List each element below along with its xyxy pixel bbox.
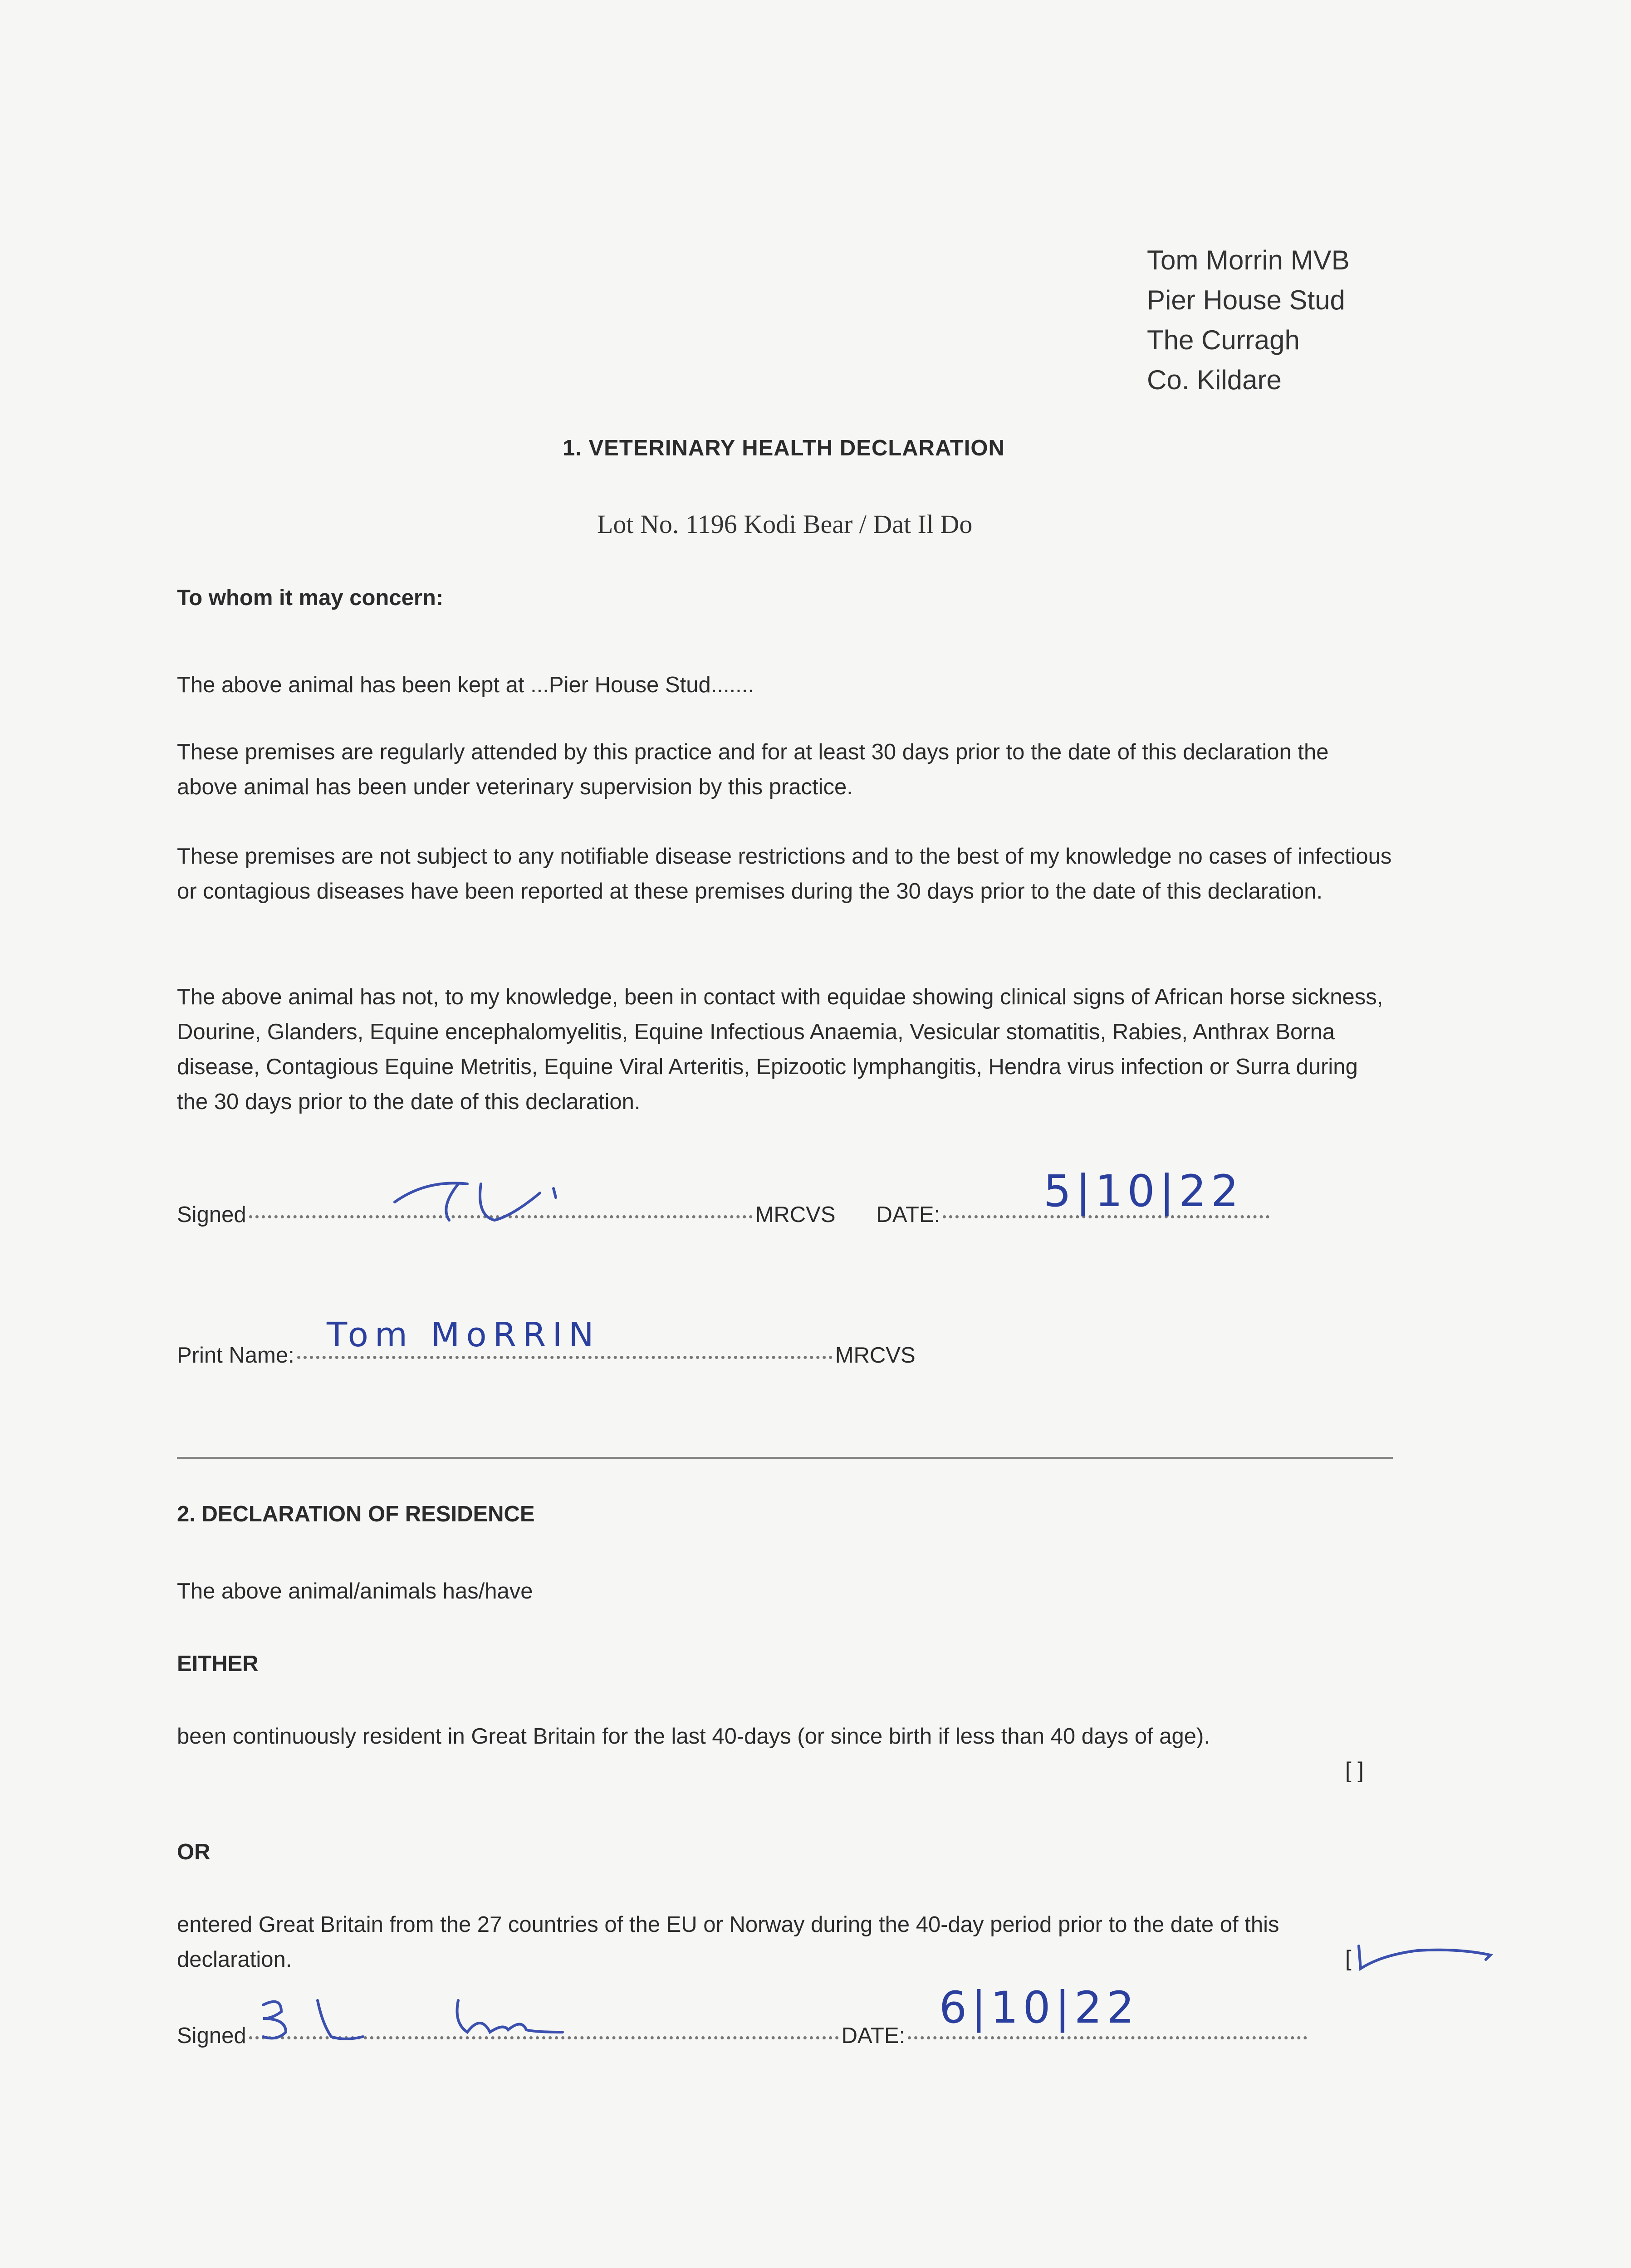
print-mrcvs-label: MRCVS (835, 1343, 916, 1368)
mrcvs-label: MRCVS (755, 1202, 836, 1227)
handwritten-signature-2 (254, 1987, 581, 2050)
address-line-3: The Curragh (1147, 325, 1300, 355)
address-line-2: Pier House Stud (1147, 285, 1345, 315)
option1-checkbox[interactable]: [ ] (1345, 1758, 1364, 1783)
handwritten-date-2: 6|10|22 (939, 1982, 1139, 2033)
handwritten-signature-1 (390, 1166, 581, 1229)
supervision-paragraph: These premises are regularly attended by this practice and for at least 30 days prior to the date of this declaration the above animal has been under veterinary supervision by this practice. (177, 740, 1329, 799)
option2-text: entered Great Britain from the 27 countries of the EU or Norway during the 40-day period prior to the date of this declaration. (177, 1912, 1279, 1972)
contact-paragraph: The above animal has not, to my knowledge, been in contact with equidae showing clinical signs of African horse sickness, Dourine, Glanders, Equine encephalomyelitis, Equine Infectious Anaemia, Vesicular stomatitis, Rabies, Anthrax Borna disease, Contagious Equine Metritis, Equine Viral Arteritis, Epizootic lymphangitis, Hendra virus infection or Surra during the 30 days prior to the date of this declaration. (177, 985, 1383, 1114)
print-name-field[interactable] (297, 1356, 833, 1359)
section1-title: 1. VETERINARY HEALTH DECLARATION (563, 436, 1005, 460)
address-line-4: Co. Kildare (1147, 365, 1282, 395)
practice-address (1147, 240, 1350, 400)
print-name-label: Print Name: (177, 1343, 294, 1368)
date-field-2[interactable] (908, 2036, 1307, 2039)
handwritten-print-name: Tom MoRRIN (327, 1315, 600, 1354)
option1-text: been continuously resident in Great Britain for the last 40-days (or since birth if less than 40 days of age). (177, 1724, 1210, 1749)
or-label: OR (177, 1840, 211, 1864)
handwritten-date-1: 5|10|22 (1043, 1166, 1244, 1217)
date-label-2: DATE: (841, 2024, 906, 2048)
lot-number: Lot No. 1196 Kodi Bear / Dat Il Do (597, 509, 973, 539)
restrictions-paragraph: These premises are not subject to any notifiable disease restrictions and to the best of my knowledge no cases of infectious or contagious diseases have been reported at these premises during the 30 days prior to the date of this declaration. (177, 844, 1392, 904)
option2-tick-mark (1354, 1937, 1499, 1978)
residence-intro: The above animal/animals has/have (177, 1579, 533, 1603)
option2-checkbox[interactable]: [ (1345, 1946, 1352, 1971)
signed-label: Signed (177, 1202, 246, 1227)
section2-title: 2. DECLARATION OF RESIDENCE (177, 1502, 535, 1526)
date-label: DATE: (876, 1202, 940, 1227)
address-line-1: Tom Morrin MVB (1147, 245, 1350, 275)
kept-at-paragraph: The above animal has been kept at ...Pier House Stud....... (177, 673, 754, 697)
either-label: EITHER (177, 1652, 259, 1676)
signed-label-2: Signed (177, 2024, 246, 2048)
section-divider (177, 1457, 1393, 1459)
salutation: To whom it may concern: (177, 586, 444, 610)
